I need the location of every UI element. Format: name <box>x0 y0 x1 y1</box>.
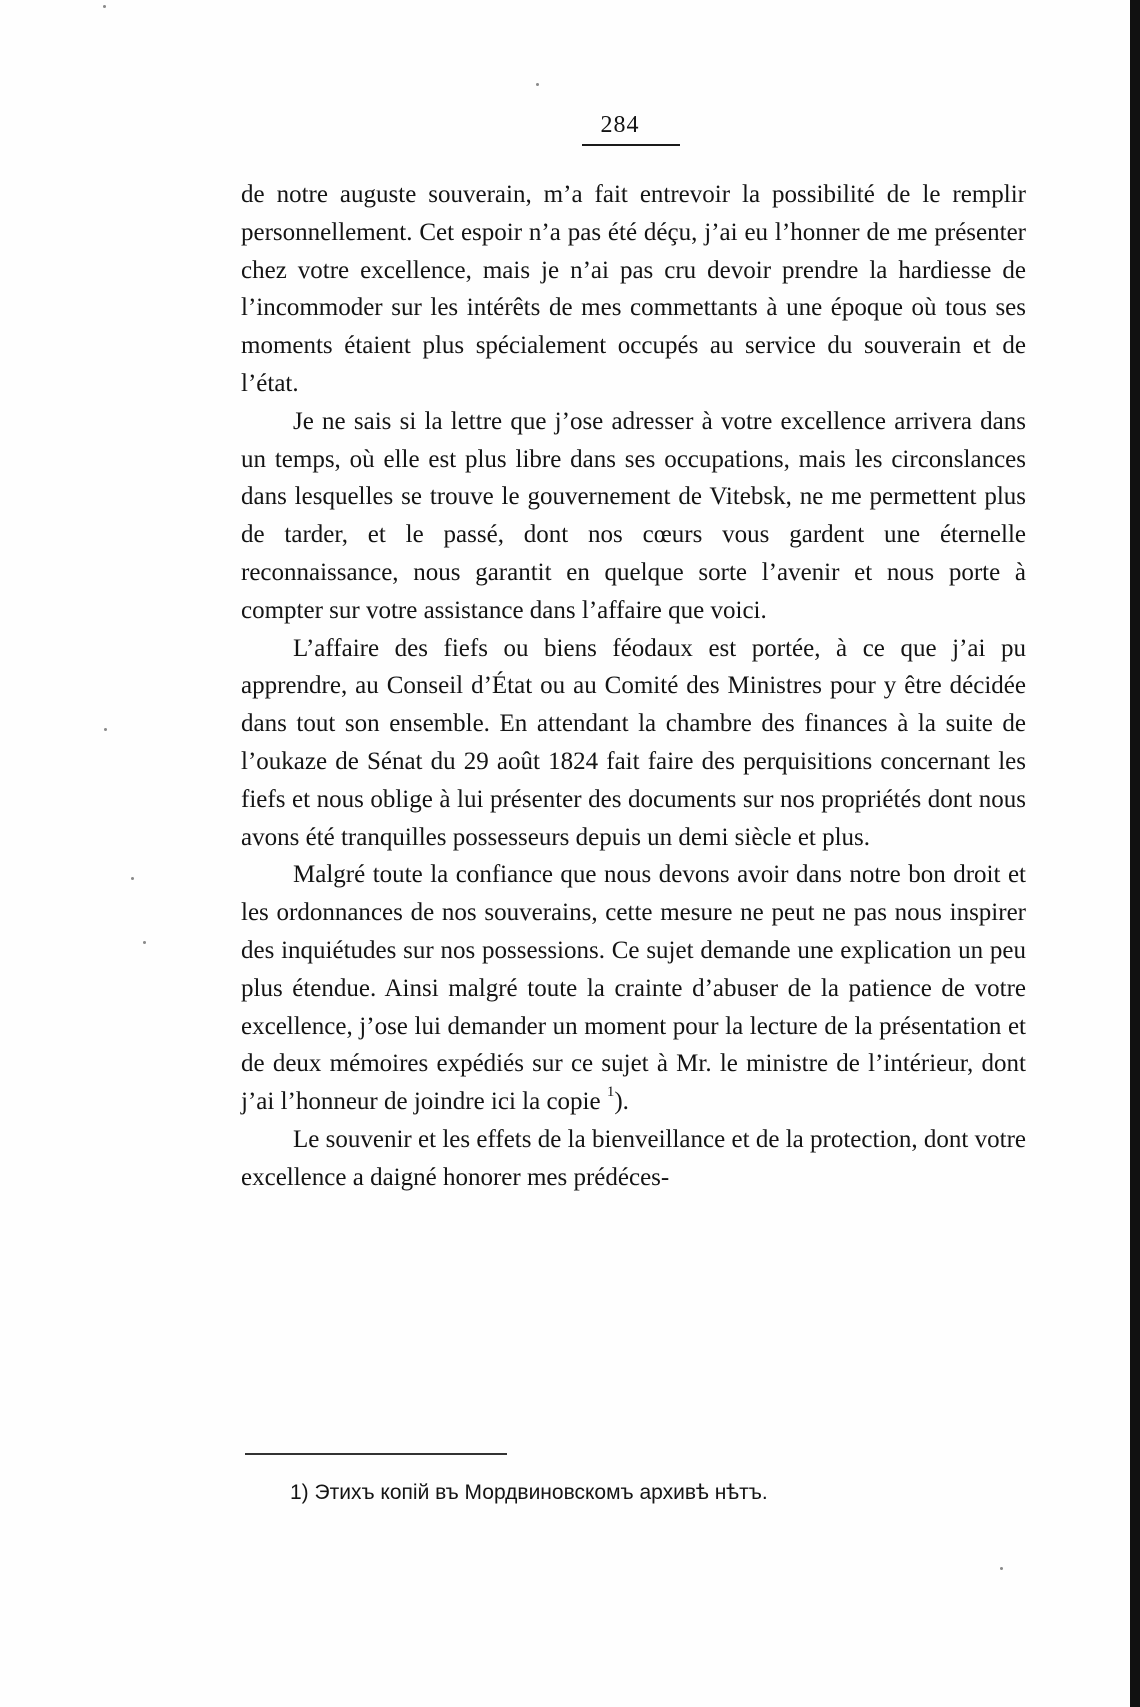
scan-speck <box>131 877 134 880</box>
page-number-rule <box>582 144 680 146</box>
scan-speck <box>1000 1567 1003 1570</box>
paragraph-3: L’affaire des fiefs ou biens féodaux est portée, à ce que j’ai pu apprendre, au Conseil d’État ou au Comité des Ministres pour y être décidée dans tout son ensemble. En attendant la chambre des finances à la suite de l’oukaze de Sénat du 29 août 1824 fait faire des perquisitions concernant les fiefs et nous oblige à lui présenter des documents sur nos propriétés dont nous avons été tranquilles possesseurs depuis un demi siècle et plus. <box>241 634 1026 851</box>
main-text <box>241 176 1026 1197</box>
footnote-text: Этихъ копій въ Мордвиновскомъ архивѣ нѣтъ. <box>314 1481 768 1504</box>
paragraph-2: Je ne sais si la lettre que j’ose adresser à votre excellence arrivera dans un temps, où elle est plus libre dans ses occupations, mais les circonslances dans lesquelles se trouve le gouvernement de Vitebsk, ne me permettent plus de tarder, et le passé, dont nos cœurs vous gardent une éternelle reconnaissance, nous garantit en quelque sorte l’avenir et nous porte à compter sur votre assistance dans l’affaire que voici. <box>241 407 1026 624</box>
scan-speck <box>143 941 146 944</box>
footnote-reference[interactable]: 1 <box>606 1084 615 1101</box>
footnote <box>290 1478 990 1508</box>
page-number: 284 <box>600 112 640 138</box>
scan-speck <box>103 5 106 8</box>
footnote-divider <box>245 1453 507 1455</box>
scan-speck <box>104 728 107 731</box>
page-binding-edge <box>1130 0 1140 1707</box>
paragraph-1: de notre auguste souverain, m’a fait entrevoir la possibilité de le remplir personnellement. Cet espoir n’a pas été déçu, j’ai eu l’honner de me présenter chez votre excellence, mais je n’ai pas cru devoir prendre la hardiesse de l’incommoder sur les intérêts de mes commettants à une époque où tous ses moments étaient plus spécialement occupés au service du souverain et de l’état. <box>241 181 1026 397</box>
paragraph-4-text: Malgré toute la confiance que nous devons avoir dans notre bon droit et les ordonnances de nos souverains, cette mesure ne peut ne pas nous inspirer des inquiétudes sur nos possessions. Ce sujet demande une explication un peu plus étendue. Ainsi malgré toute la crainte d’abuser de la patience de votre excellence, j’ose lui demander un moment pour la lecture de la présentation et de deux mémoires expédiés sur ce sujet à Mr. le ministre de l’intérieur, dont j’ai l’honneur de joindre ici la copie <box>241 861 1026 1116</box>
paragraph-4 <box>241 856 1026 1121</box>
paragraph-4-ending: ). <box>614 1088 629 1116</box>
footnote-marker: 1) <box>290 1481 309 1504</box>
paragraph-5: Le souvenir et les effets de la bienveillance et de la protection, dont votre excellence a daigné honorer mes prédéces- <box>241 1125 1026 1191</box>
scan-speck <box>536 83 539 86</box>
